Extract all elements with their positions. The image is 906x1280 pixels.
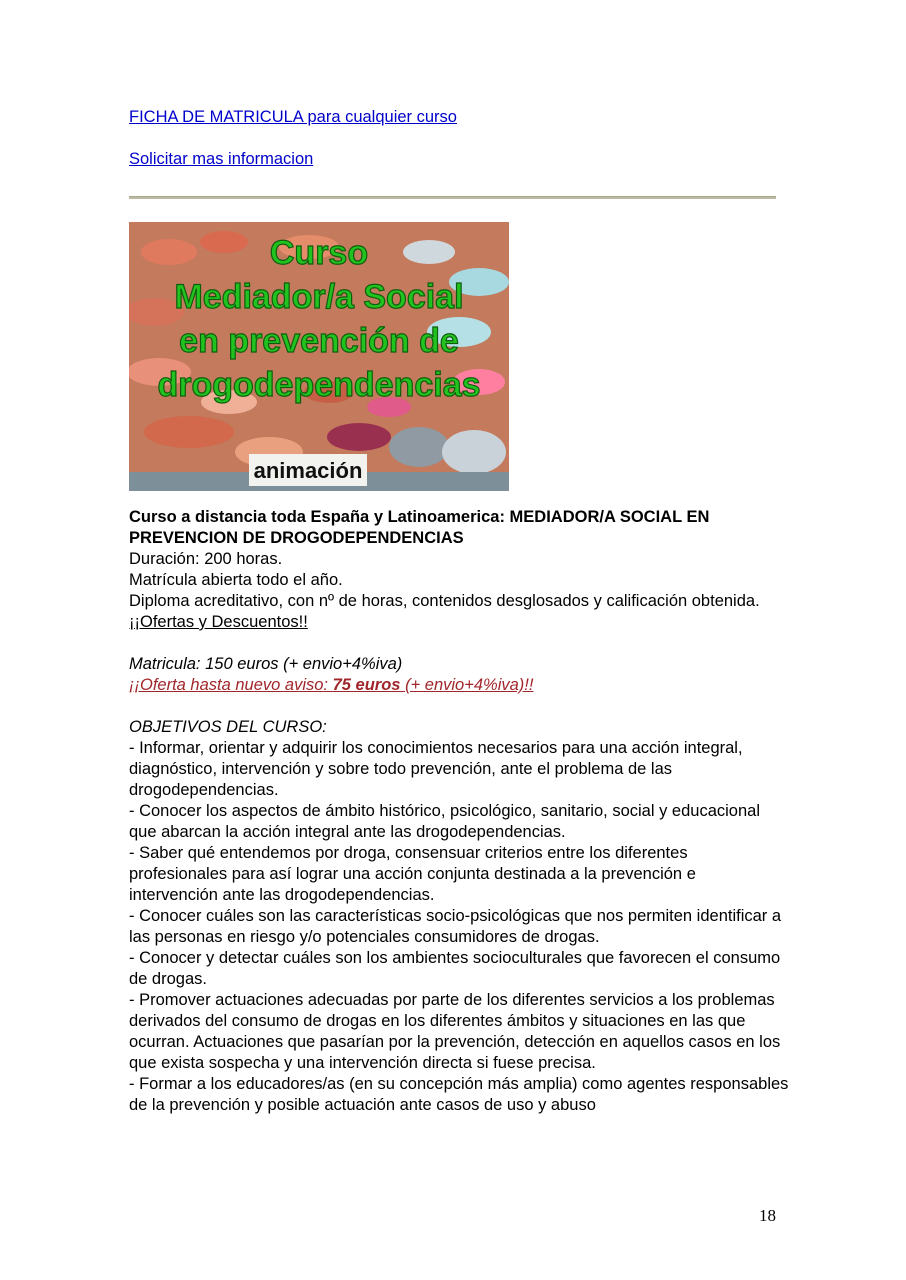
objective-item: - Informar, orientar y adquirir los conocimientos necesarios para una acción integral, diagnóstico, intervención y sobre todo prevención, ante el problema de las drogodependencias. <box>129 739 743 799</box>
banner-line-3: en prevención de <box>179 322 459 360</box>
offer-link[interactable] <box>129 676 533 694</box>
price-text: Matricula: 150 euros (+ envio+4%iva) <box>129 655 403 673</box>
animacion-logo <box>249 454 367 486</box>
enrollment-form-link[interactable]: FICHA DE MATRICULA para cualquier curso <box>129 108 457 126</box>
objective-item: - Promover actuaciones adecuadas por parte de los diferentes servicios a los problemas derivados del consumo de drogas en los diferentes ámbitos y situaciones en las que ocurran. Actuaciones que pasarían por la prevención, detección en aquellos casos en los que exista sospecha y una intervención directa si fuese precisa. <box>129 991 781 1072</box>
course-banner-image <box>129 222 509 491</box>
course-duration: Duración: 200 horas. <box>129 550 283 568</box>
horizontal-divider <box>129 196 776 199</box>
diploma-text: Diploma acreditativo, con nº de horas, contenidos desglosados y calificación obtenida. <box>129 592 760 610</box>
offer-prefix: ¡¡Oferta hasta nuevo aviso: <box>129 676 333 694</box>
course-description <box>129 507 789 1116</box>
objective-item: - Conocer y detectar cuáles son los ambientes socioculturales que favorecen el consumo de drogas. <box>129 949 781 988</box>
page-number: 18 <box>759 1206 776 1225</box>
objective-item: - Saber qué entendemos por droga, consensuar criterios entre los diferentes profesionales para así lograr una acción conjunta destinada a la prevención e intervención ante las drogodependencias. <box>129 844 696 904</box>
banner-line-2: Mediador/a Social <box>174 278 464 316</box>
offer-price: 75 euros <box>332 676 401 694</box>
banner-line-1: Curso <box>269 234 369 272</box>
enrollment-open-text: Matrícula abierta todo el año. <box>129 571 343 589</box>
svg-text:animación: animación <box>253 458 363 483</box>
course-title: Curso a distancia toda España y Latinoamerica: MEDIADOR/A SOCIAL EN PREVENCION DE DROGODEPENDENCIAS <box>129 508 710 547</box>
banner-line-4: drogodependencias <box>157 366 481 404</box>
request-info-link[interactable]: Solicitar mas informacion <box>129 150 314 168</box>
objectives-heading: OBJETIVOS DEL CURSO: <box>129 718 327 736</box>
offer-suffix: (+ envio+4%iva)!! <box>400 676 534 694</box>
objective-item: - Formar a los educadores/as (en su concepción más amplia) como agentes responsables de la prevención y posible actuación ante casos de uso y abuso <box>129 1075 789 1114</box>
objective-item: - Conocer cuáles son las características socio-psicológicas que nos permiten identificar a las personas en riesgo y/o potenciales consumidores de drogas. <box>129 907 782 946</box>
offers-discounts-link[interactable]: ¡¡Ofertas y Descuentos!! <box>129 613 308 631</box>
objective-item: - Conocer los aspectos de ámbito histórico, psicológico, sanitario, social y educacional que abarcan la acción integral ante las drogodependencias. <box>129 802 760 841</box>
